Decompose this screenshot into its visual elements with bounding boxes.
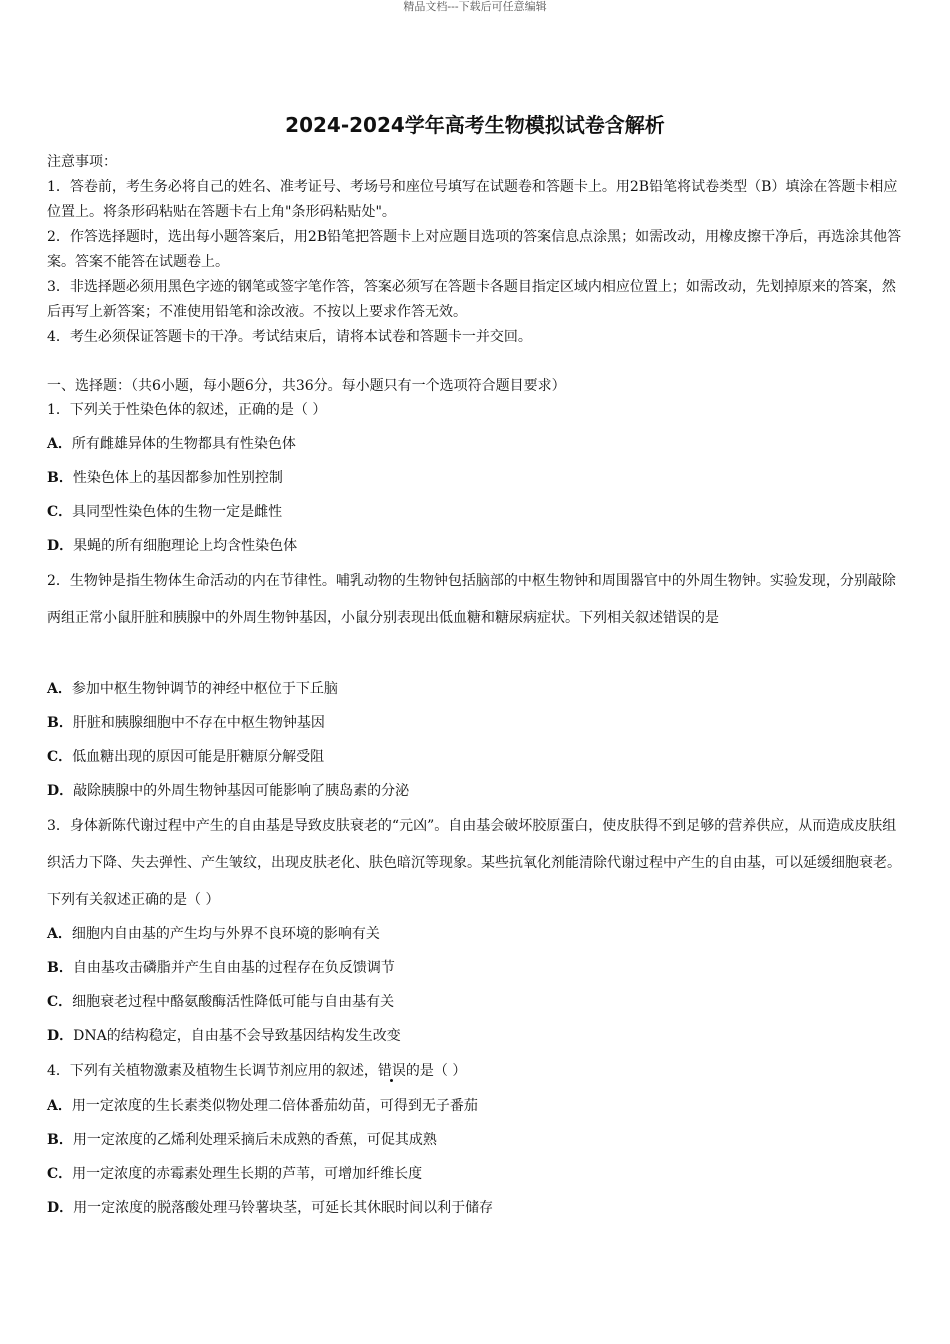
option-text: 肝脏和胰腺细胞中不存在中枢生物钟基因 — [72, 715, 325, 731]
option-letter: A． — [47, 436, 72, 452]
option-text: DNA的结构稳定，自由基不会导致基因结构发生改变 — [73, 1028, 401, 1044]
question-2-option-d — [47, 780, 907, 802]
option-letter: B． — [47, 1132, 73, 1148]
notice-block — [47, 150, 909, 350]
notice-item: 3．非选择题必须用黑色字迹的钢笔或签字笔作答，答案必须写在答题卡各题目指定区域内相应位置上；如需改动，先划掉原来的答案，然后再写上新答案；不准使用铅笔和涂改液。不按以上要求作答无效。 — [47, 279, 896, 320]
option-text: 用一定浓度的生长素类似物处理二倍体番茄幼苗，可得到无子番茄 — [71, 1098, 478, 1114]
option-text: 用一定浓度的脱落酸处理马铃薯块茎，可延长其休眠时间以利于储存 — [73, 1200, 494, 1216]
section-heading: 一、选择题：（共6小题，每小题6分，共36分。每小题只有一个选项符合题目要求） — [47, 378, 566, 394]
option-text: 参加中枢生物钟调节的神经中枢位于下丘脑 — [71, 681, 338, 697]
option-text: 低血糖出现的原因可能是肝糖原分解受阻 — [72, 749, 325, 765]
option-letter: B． — [47, 960, 73, 976]
option-text: 细胞衰老过程中酪氨酸酶活性降低可能与自由基有关 — [72, 994, 395, 1010]
option-letter: D． — [47, 783, 74, 799]
question-4-option-c — [47, 1163, 907, 1185]
option-text: 自由基攻击磷脂并产生自由基的过程存在负反馈调节 — [72, 960, 395, 976]
notice-item: 2．作答选择题时，选出每小题答案后，用2B铅笔把答题卡上对应题目选项的答案信息点涂黑；如需改动，用橡皮擦干净后，再选涂其他答案。答案不能答在试题卷上。 — [47, 229, 902, 270]
option-text: 性染色体上的基因都参加性别控制 — [72, 470, 283, 486]
notice-item: 4．考生必须保证答题卡的干净。考试结束后，请将本试卷和答题卡一并交回。 — [47, 329, 532, 345]
notice-heading: 注意事项： — [47, 154, 117, 170]
emphasis-text: 错误 — [377, 1063, 406, 1079]
option-text: 具同型性染色体的生物一定是雌性 — [72, 504, 283, 520]
option-letter: C． — [47, 504, 73, 520]
stem-text: 4．下列有关植物激素及植物生长调节剂应用的叙述， — [47, 1063, 378, 1079]
notice-item: 1．答卷前，考生务必将自己的姓名、准考证号、考场号和座位号填写在试题卷和答题卡上。用2B铅笔将试卷类型（B）填涂在答题卡相应位置上。将条形码粘贴在答题卡右上角"条形码粘贴处"。 — [47, 179, 898, 220]
question-2-option-c — [47, 746, 907, 768]
question-4-option-a — [47, 1095, 907, 1117]
option-letter: D． — [47, 1200, 74, 1216]
option-letter: C． — [47, 749, 73, 765]
option-letter: A． — [47, 681, 72, 697]
option-letter: C． — [47, 994, 73, 1010]
question-4-option-d — [47, 1197, 907, 1219]
question-1-option-d — [47, 535, 907, 557]
option-text: 用一定浓度的赤霉素处理生长期的芦苇，可增加纤维长度 — [72, 1166, 423, 1182]
question-1-option-a — [47, 433, 907, 455]
option-letter: D． — [47, 1028, 74, 1044]
option-letter: A． — [47, 1098, 72, 1114]
stem-text: 的是（ ） — [405, 1063, 467, 1079]
question-3-option-b — [47, 957, 907, 979]
question-1-option-b — [47, 467, 907, 489]
option-letter: C． — [47, 1166, 73, 1182]
question-3-option-c — [47, 991, 907, 1013]
question-1-stem: 1．下列关于性染色体的叙述，正确的是（ ） — [47, 402, 327, 418]
question-3-option-a — [47, 923, 907, 945]
option-text: 细胞内自由基的产生均与外界不良环境的影响有关 — [71, 926, 380, 942]
question-2-stem: 2．生物钟是指生物体生命活动的内在节律性。哺乳动物的生物钟包括脑部的中枢生物钟和周围器官中的外周生物钟。实验发现，分别敲除两组正常小鼠肝脏和胰腺中的外周生物钟基因，小鼠分别表现出低血糖和糖尿病症状。下列相关叙述错误的是 — [47, 573, 896, 626]
page-title: 2024-2024学年高考生物模拟试卷含解析 — [285, 113, 665, 137]
question-2-option-b — [47, 712, 907, 734]
question-4-option-b — [47, 1129, 907, 1151]
option-letter: D． — [47, 538, 74, 554]
option-text: 所有雌雄异体的生物都具有性染色体 — [71, 436, 296, 452]
option-letter: B． — [47, 470, 73, 486]
option-letter: B． — [47, 715, 73, 731]
page-header: 精品文档---下载后可任意编辑 — [403, 0, 547, 13]
question-2-option-a — [47, 678, 907, 700]
option-text: 果蝇的所有细胞理论上均含性染色体 — [73, 538, 298, 554]
question-1-option-c — [47, 501, 907, 523]
option-text: 用一定浓度的乙烯利处理采摘后未成熟的香蕉，可促其成熟 — [72, 1132, 437, 1148]
question-3-option-d — [47, 1025, 907, 1047]
option-text: 敲除胰腺中的外周生物钟基因可能影响了胰岛素的分泌 — [73, 783, 410, 799]
question-3-stem: 3．身体新陈代谢过程中产生的自由基是导致皮肤衰老的“元凶”。自由基会破坏胶原蛋白，使皮肤得不到足够的营养供应，从而造成皮肤组织活力下降、失去弹性、产生皱纹，出现皮肤老化、肤色暗沉等现象。某些抗氧化剂能清除代谢过程中产生的自由基，可以延缓细胞衰老。下列有关叙述正确的是（ ） — [47, 818, 901, 908]
question-4-stem — [47, 1060, 907, 1082]
option-letter: A． — [47, 926, 72, 942]
